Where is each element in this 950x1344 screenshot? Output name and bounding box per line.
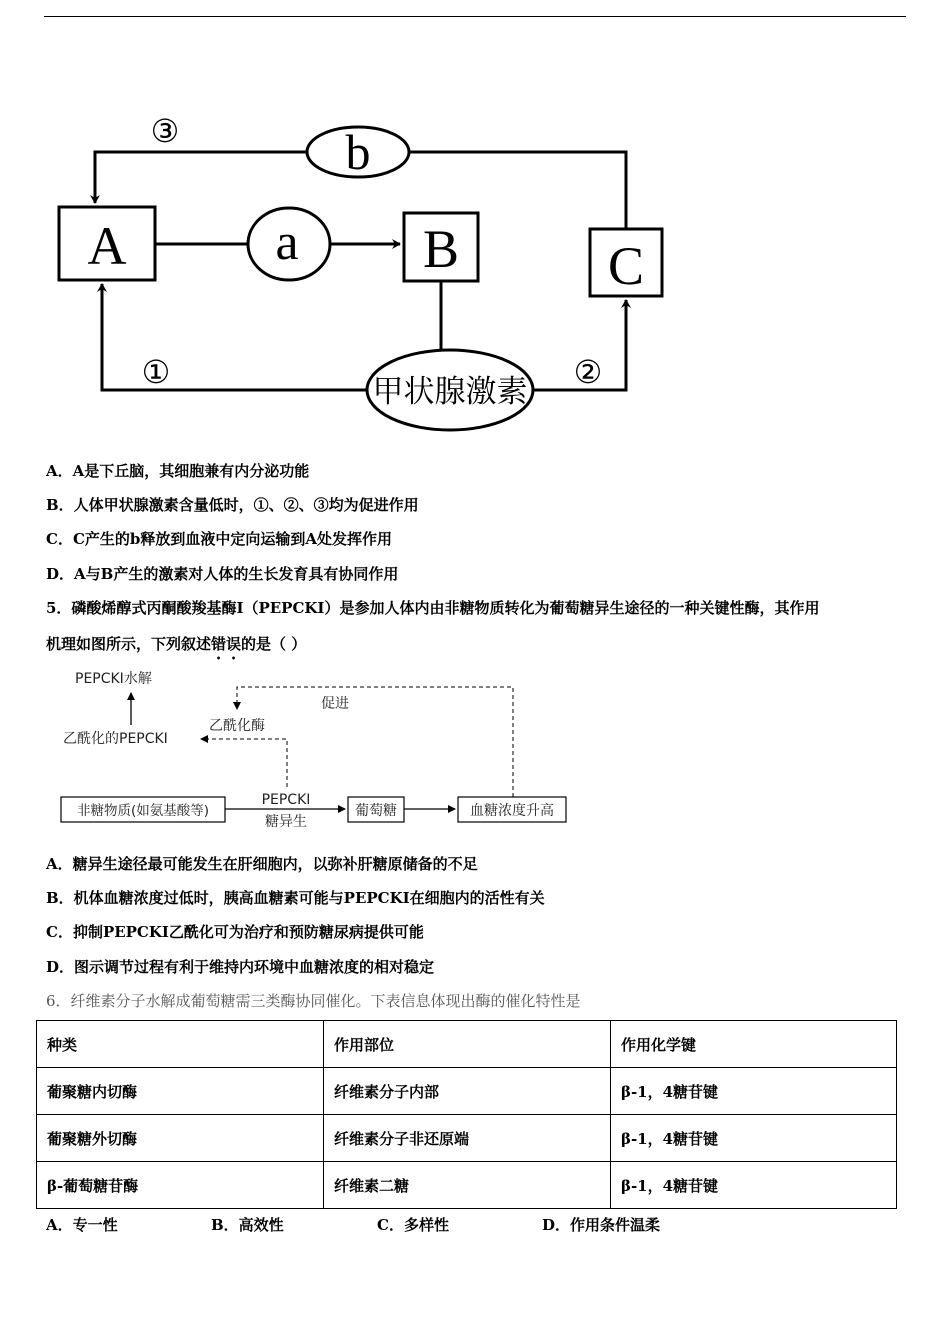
table-cell: β-葡萄糖苷酶 xyxy=(37,1162,324,1209)
box-c-label: C xyxy=(607,236,645,296)
arrow-3-to-a xyxy=(95,152,307,203)
box-a-label: A xyxy=(87,216,127,276)
acetylase-dashed-path xyxy=(201,739,287,787)
nonsugar-label: 非糖物质(如氨基酸等) xyxy=(76,803,210,819)
table-header-cell: 种类 xyxy=(37,1021,324,1068)
promote-label: 促进 xyxy=(321,696,349,712)
promote-dashed-path xyxy=(237,687,513,797)
label-3: ③ xyxy=(150,112,180,150)
q5-stem-line1: 5．磷酸烯醇式丙酮酸羧基酶Ⅰ（PEPCKI）是参加人体内由非糖物质转化为葡萄糖异生途径的一种关键性酶，其作用 xyxy=(46,599,820,617)
q6-choice-a: A．专一性 xyxy=(46,1216,118,1234)
bloodsugar-label: 血糖浓度升高 xyxy=(470,803,554,819)
header-rule xyxy=(44,16,906,17)
table-header-cell: 作用部位 xyxy=(324,1021,611,1068)
label-1: ① xyxy=(141,353,171,391)
q5-stem-line2 xyxy=(46,633,306,663)
pepcki-diagram xyxy=(55,665,575,835)
table-row xyxy=(37,1162,897,1209)
q4-option-a: A．A是下丘脑，其细胞兼有内分泌功能 xyxy=(46,462,310,480)
acetylated-pepcki-label: 乙酰化的PEPCKI xyxy=(63,731,168,747)
table-cell: 纤维素分子内部 xyxy=(324,1068,611,1115)
q5-option-a: A．糖异生途径最可能发生在肝细胞内，以弥补肝糖原储备的不足 xyxy=(46,855,478,873)
hormone-label: 甲状腺激素 xyxy=(372,374,528,410)
q5-option-d: D．图示调节过程有利于维持内环境中血糖浓度的相对稳定 xyxy=(46,958,435,976)
q4-option-c: C．C产生的b释放到血液中定向运输到A处发挥作用 xyxy=(46,530,393,548)
table-row xyxy=(37,1115,897,1162)
enzyme-table xyxy=(36,1020,897,1209)
gluconeogenesis-label: 糖异生 xyxy=(265,814,307,830)
table-cell: 葡聚糖内切酶 xyxy=(37,1068,324,1115)
box-b-label: B xyxy=(422,219,460,279)
pepcki-enzyme-label: PEPCKI xyxy=(261,792,311,808)
table-cell: 纤维素二糖 xyxy=(324,1162,611,1209)
table-cell: β-1，4糖苷键 xyxy=(611,1068,897,1115)
q6-choice-d: D．作用条件温柔 xyxy=(542,1216,661,1234)
table-header-cell: 作用化学键 xyxy=(611,1021,897,1068)
q5-option-b: B．机体血糖浓度过低时，胰高血糖素可能与PEPCKI在细胞内的活性有关 xyxy=(46,889,545,907)
table-header-row xyxy=(37,1021,897,1068)
q6-choices xyxy=(46,1214,660,1235)
table-cell: 纤维素分子非还原端 xyxy=(324,1115,611,1162)
q5-emphasis-word: 错误 xyxy=(211,635,242,653)
q5-option-c: C．抑制PEPCKI乙酰化可为治疗和预防糖尿病提供可能 xyxy=(46,923,424,941)
q5-stem-post: 的是（ ） xyxy=(241,635,307,653)
table-row xyxy=(37,1068,897,1115)
q6-choice-c: C．多样性 xyxy=(377,1216,449,1234)
q4-option-b: B．人体甲状腺激素含量低时，①、②、③均为促进作用 xyxy=(46,496,419,514)
glucose-label: 葡萄糖 xyxy=(355,803,397,819)
table-cell: 葡聚糖外切酶 xyxy=(37,1115,324,1162)
label-2: ② xyxy=(573,353,603,391)
pepcki-hydrolysis-label: PEPCKI水解 xyxy=(75,671,152,687)
table-cell: β-1，4糖苷键 xyxy=(611,1115,897,1162)
oval-b-label: b xyxy=(345,124,371,180)
acetylase-label: 乙酰化酶 xyxy=(209,718,265,734)
q5-stem-pre: 机理如图所示，下列叙述 xyxy=(46,635,212,653)
table-cell: β-1，4糖苷键 xyxy=(611,1162,897,1209)
q6-stem: 6．纤维素分子水解成葡萄糖需三类酶协同催化。下表信息体现出酶的催化特性是 xyxy=(46,992,581,1010)
q6-choice-b: B．高效性 xyxy=(211,1216,284,1234)
oval-a-label: a xyxy=(275,214,299,271)
thyroid-regulation-diagram xyxy=(40,100,690,440)
q4-option-d: D．A与B产生的激素对人体的生长发育具有协同作用 xyxy=(46,565,399,583)
